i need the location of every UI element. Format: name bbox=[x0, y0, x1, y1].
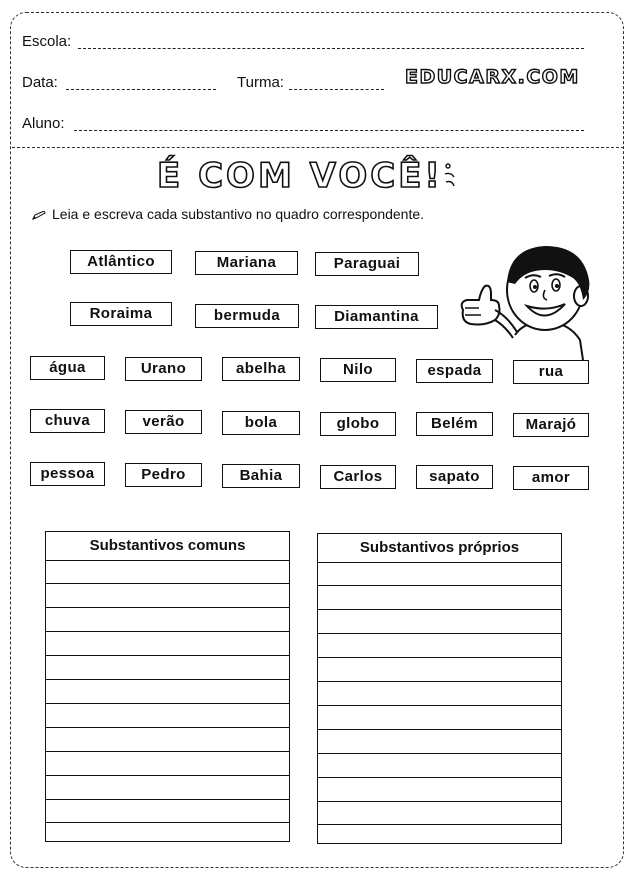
word-box: Pedro bbox=[125, 463, 202, 487]
answer-row[interactable] bbox=[318, 802, 561, 825]
word-box: Atlântico bbox=[70, 250, 172, 274]
word-box: Urano bbox=[125, 357, 202, 381]
common-nouns-heading: Substantivos comuns bbox=[46, 532, 289, 561]
activity-title-area bbox=[150, 156, 470, 200]
word-box: globo bbox=[320, 412, 396, 436]
word-box: Diamantina bbox=[315, 305, 438, 329]
answer-row[interactable] bbox=[46, 776, 289, 800]
instruction-text: Leia e escreva cada substantivo no quadro correspondente. bbox=[52, 206, 425, 222]
header-separator bbox=[12, 147, 624, 148]
pencil-icon bbox=[32, 211, 46, 221]
class-line bbox=[289, 89, 384, 90]
date-label: Data: bbox=[22, 74, 58, 91]
word-box: amor bbox=[513, 466, 589, 490]
word-box: Roraima bbox=[70, 302, 172, 326]
answer-row[interactable] bbox=[46, 608, 289, 632]
answer-row[interactable] bbox=[46, 728, 289, 752]
answer-row[interactable] bbox=[46, 752, 289, 776]
student-line bbox=[74, 130, 584, 131]
answer-row[interactable] bbox=[318, 586, 561, 610]
word-box: sapato bbox=[416, 465, 493, 489]
sparkle-icon bbox=[442, 160, 458, 196]
answer-row[interactable] bbox=[46, 632, 289, 656]
word-box: chuva bbox=[30, 409, 105, 433]
proper-nouns-heading: Substantivos próprios bbox=[318, 534, 561, 563]
school-field[interactable] bbox=[22, 33, 584, 53]
word-box: Carlos bbox=[320, 465, 396, 489]
word-box: água bbox=[30, 356, 105, 380]
answer-row[interactable] bbox=[318, 706, 561, 730]
word-box: abelha bbox=[222, 357, 300, 381]
educarx-logo: EDUCARX.COM bbox=[405, 66, 580, 88]
word-box: bola bbox=[222, 411, 300, 435]
date-line bbox=[66, 89, 216, 90]
answer-row[interactable] bbox=[318, 634, 561, 658]
word-box: Bahia bbox=[222, 464, 300, 488]
answer-row[interactable] bbox=[318, 610, 561, 634]
word-box: verão bbox=[125, 410, 202, 434]
answer-row[interactable] bbox=[46, 656, 289, 680]
answer-row[interactable] bbox=[318, 682, 561, 706]
date-field[interactable] bbox=[22, 74, 216, 94]
word-box: pessoa bbox=[30, 462, 105, 486]
word-box: Nilo bbox=[320, 358, 396, 382]
class-field[interactable] bbox=[237, 74, 384, 94]
word-box: espada bbox=[416, 359, 493, 383]
answer-row[interactable] bbox=[318, 658, 561, 682]
answer-row[interactable] bbox=[46, 561, 289, 584]
school-label: Escola: bbox=[22, 33, 72, 50]
class-label: Turma: bbox=[237, 74, 284, 91]
activity-title: É COM VOCÊ! bbox=[157, 156, 443, 196]
proper-nouns-table bbox=[317, 533, 562, 844]
student-label: Aluno: bbox=[22, 115, 65, 132]
word-box: Mariana bbox=[195, 251, 298, 275]
cartoon-boy-thumbs-up bbox=[455, 240, 595, 360]
word-box: bermuda bbox=[195, 304, 299, 328]
answer-row[interactable] bbox=[318, 730, 561, 754]
instruction bbox=[32, 206, 424, 222]
answer-row[interactable] bbox=[318, 563, 561, 586]
word-box: Belém bbox=[416, 412, 493, 436]
school-line bbox=[78, 48, 584, 49]
answer-row[interactable] bbox=[46, 800, 289, 823]
word-box: Paraguai bbox=[315, 252, 419, 276]
answer-row[interactable] bbox=[46, 584, 289, 608]
answer-row[interactable] bbox=[318, 754, 561, 778]
word-box: Marajó bbox=[513, 413, 589, 437]
common-nouns-table bbox=[45, 531, 290, 842]
answer-row[interactable] bbox=[318, 778, 561, 802]
student-field[interactable] bbox=[22, 115, 584, 135]
answer-row[interactable] bbox=[46, 680, 289, 704]
word-box: rua bbox=[513, 360, 589, 384]
answer-row[interactable] bbox=[46, 704, 289, 728]
